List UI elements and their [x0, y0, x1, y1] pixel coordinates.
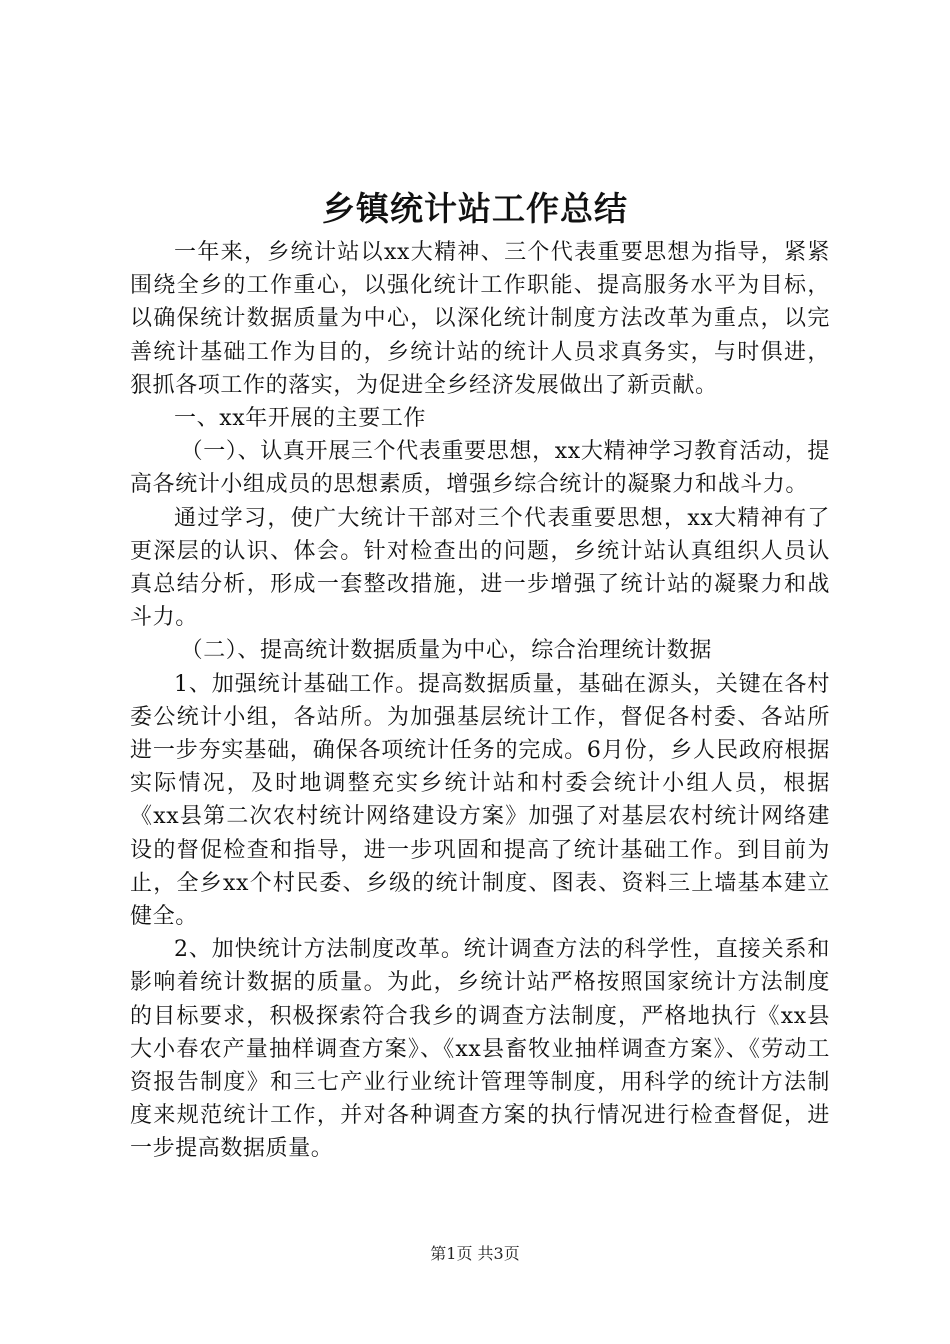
item-paragraph-1: 1、加强统计基础工作。提高数据质量，基础在源头，关键在各村委公统计小组，各站所。为加强基层统计工作，督促各村委、各站所进一步夯实基础，确保各项统计任务的完成。6月份，乡人民政府根据实际情况，及时地调整充实乡统计站和村委会统计小组人员，根据《xx县第二次农村统计网络建设方案》加强了对基层农村统计网络建设的督促检查和指导，进一步巩固和提高了统计基础工作。到目前为止，全乡xx个村民委、乡级的统计制度、图表、资料三上墙基本建立健全。 — [130, 671, 830, 930]
document-title: 乡镇统计站工作总结 — [322, 189, 628, 228]
document-body — [130, 236, 830, 1166]
section-heading-1: 一、xx年开展的主要工作 — [174, 406, 427, 432]
item-paragraph-2: 2、加快统计方法制度改革。统计调查方法的科学性，直接关系和影响着统计数据的质量。为此，乡统计站严格按照国家统计方法制度的目标要求，积极探索符合我乡的调查方法制度，严格地执行《xx县大小春农产量抽样调查方案》、《xx县畜牧业抽样调查方案》、《劳动工资报告制度》和三七产业行业统计管理等制度，用科学的统计方法制度来规范统计工作，并对各种调查方案的执行情况进行检查督促，进一步提高数据质量。 — [130, 937, 830, 1162]
subsection-heading-1: （一）、认真开展三个代表重要思想，xx大精神学习教育活动，提高各统计小组成员的思想素质，增强乡综合统计的凝聚力和战斗力。 — [130, 439, 830, 498]
subsection-heading-2: （二）、提高统计数据质量为中心，综合治理统计数据 — [180, 638, 712, 664]
study-paragraph: 通过学习，使广大统计干部对三个代表重要思想，xx大精神有了更深层的认识、体会。针对检查出的问题，乡统计站认真组织人员认真总结分析，形成一套整改措施，进一步增强了统计站的凝聚力和战斗力。 — [130, 505, 830, 631]
intro-paragraph: 一年来，乡统计站以xx大精神、三个代表重要思想为指导，紧紧围绕全乡的工作重心，以强化统计工作职能、提高服务水平为目标，以确保统计数据质量为中心，以深化统计制度方法改革为重点，以完善统计基础工作为目的，乡统计站的统计人员求真务实，与时俱进，狠抓各项工作的落实，为促进全乡经济发展做出了新贡献。 — [130, 240, 830, 398]
page-footer: 第1页 共3页 — [430, 1244, 520, 1263]
